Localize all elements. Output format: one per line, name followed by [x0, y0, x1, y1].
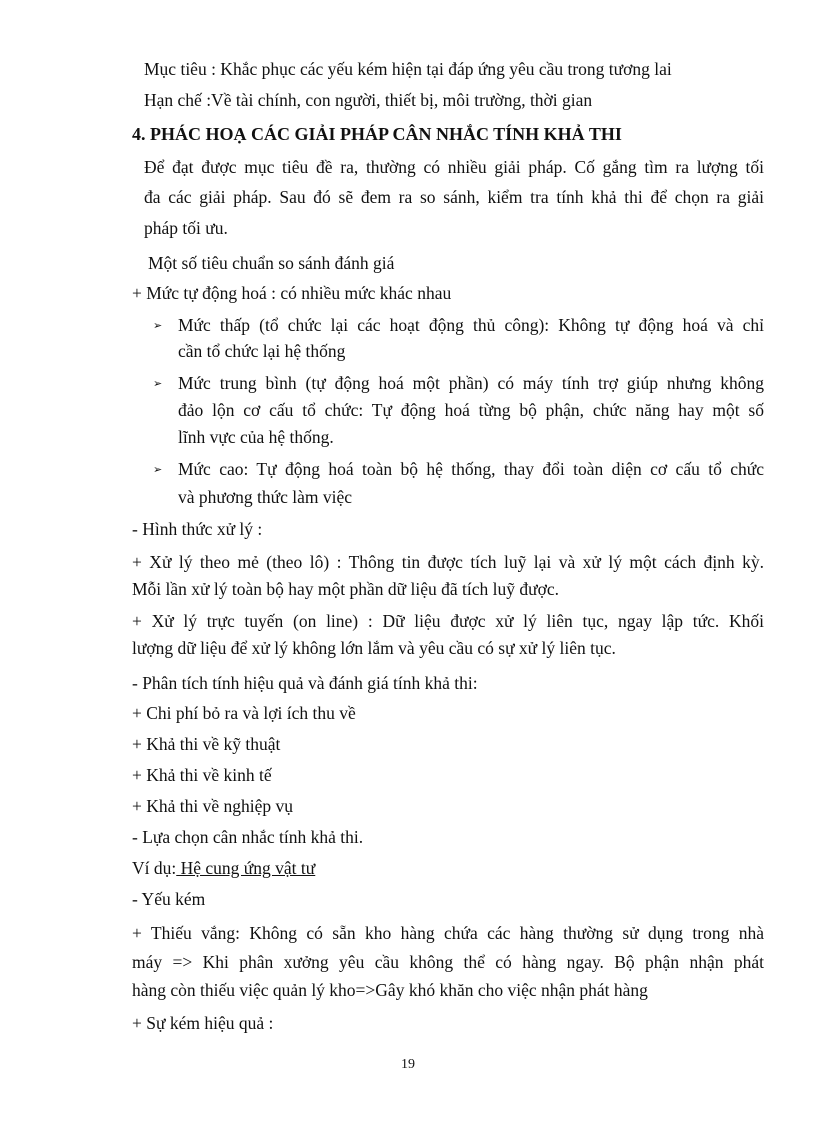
- choose-line: - Lựa chọn cân nhắc tính khả thi.: [132, 827, 364, 847]
- efficiency-line: - Phân tích tính hiệu quả và đánh giá tính khả thi:: [132, 673, 478, 693]
- batch-line: + Xử lý theo mẻ (theo lô) : Thông tin được tích luỹ lại và xử lý một cách định kỳ.: [132, 552, 764, 572]
- bullet-line: Mức thấp (tổ chức lại các hoạt động thủ công): Không tự động hoá và chỉ: [178, 315, 764, 335]
- paragraph-line: đa các giải pháp. Sau đó sẽ đem ra so sánh, kiểm tra tính khả thi để chọn ra giải: [144, 187, 764, 207]
- limitation-line: Hạn chế :Về tài chính, con người, thiết bị, môi trường, thời gian: [144, 90, 593, 110]
- business-line: + Khả thi về nghiệp vụ: [132, 796, 294, 816]
- bullet-arrow-icon: ➢: [153, 378, 163, 390]
- lack-line: hàng còn thiếu việc quản lý kho=>Gây khó khăn cho việc nhận phát hàng: [132, 980, 648, 1000]
- bullet-line: Mức trung bình (tự động hoá một phần) có máy tính trợ giúp nhưng không: [178, 373, 764, 393]
- bullet-line: lĩnh vực của hệ thống.: [178, 427, 334, 447]
- example-line: [132, 857, 315, 879]
- cost-line: + Chi phí bỏ ra và lợi ích thu về: [132, 703, 356, 723]
- inefficiency-line: + Sự kém hiệu quả :: [132, 1013, 274, 1033]
- weakness-line: - Yếu kém: [132, 889, 206, 909]
- section-heading: 4. PHÁC HOẠ CÁC GIẢI PHÁP CÂN NHẮC TÍNH KHẢ THI: [132, 124, 622, 144]
- bullet-arrow-icon: ➢: [153, 320, 163, 332]
- bullet-line: và phương thức làm việc: [178, 487, 353, 507]
- online-line: + Xử lý trực tuyến (on line) : Dữ liệu được xử lý liên tục, ngay lập tức. Khối: [132, 611, 764, 631]
- automation-level-line: + Mức tự động hoá : có nhiều mức khác nhau: [132, 283, 452, 303]
- processing-form-line: - Hình thức xử lý :: [132, 519, 263, 539]
- bullet-line: Mức cao: Tự động hoá toàn bộ hệ thống, thay đổi toàn diện cơ cấu tổ chức: [178, 459, 764, 479]
- batch-line: Mỗi lần xử lý toàn bộ hay một phần dữ liệu đã tích luỹ được.: [132, 579, 560, 599]
- paragraph-line: pháp tối ưu.: [144, 218, 228, 238]
- paragraph-line: Để đạt được mục tiêu đề ra, thường có nhiều giải pháp. Cố gắng tìm ra lượng tối: [144, 157, 764, 177]
- bullet-line: cần tổ chức lại hệ thống: [178, 341, 346, 361]
- lack-line: máy => Khi phân xưởng yêu cầu không thể có hàng ngay. Bộ phận nhận phát: [132, 952, 764, 972]
- bullet-line: đảo lộn cơ cấu tổ chức: Tự động hoá từng bộ phận, chức năng hay một số: [178, 400, 764, 420]
- tech-line: + Khả thi về kỹ thuật: [132, 734, 281, 754]
- econ-line: + Khả thi về kinh tế: [132, 765, 272, 785]
- objective-line: Mục tiêu : Khắc phục các yếu kém hiện tại đáp ứng yêu cầu trong tương lai: [144, 59, 672, 79]
- page-number: 19: [401, 1057, 415, 1072]
- example-prefix: Ví dụ:: [132, 858, 177, 878]
- example-text: Hệ cung ứng vật tư: [176, 858, 316, 878]
- online-line: lượng dữ liệu để xử lý không lớn lắm và yêu cầu có sự xử lý liên tục.: [132, 638, 616, 658]
- criteria-intro: Một số tiêu chuẩn so sánh đánh giá: [148, 253, 395, 273]
- bullet-arrow-icon: ➢: [153, 464, 163, 476]
- lack-line: + Thiếu vắng: Không có sẵn kho hàng chứa các hàng thường sử dụng trong nhà: [132, 923, 764, 943]
